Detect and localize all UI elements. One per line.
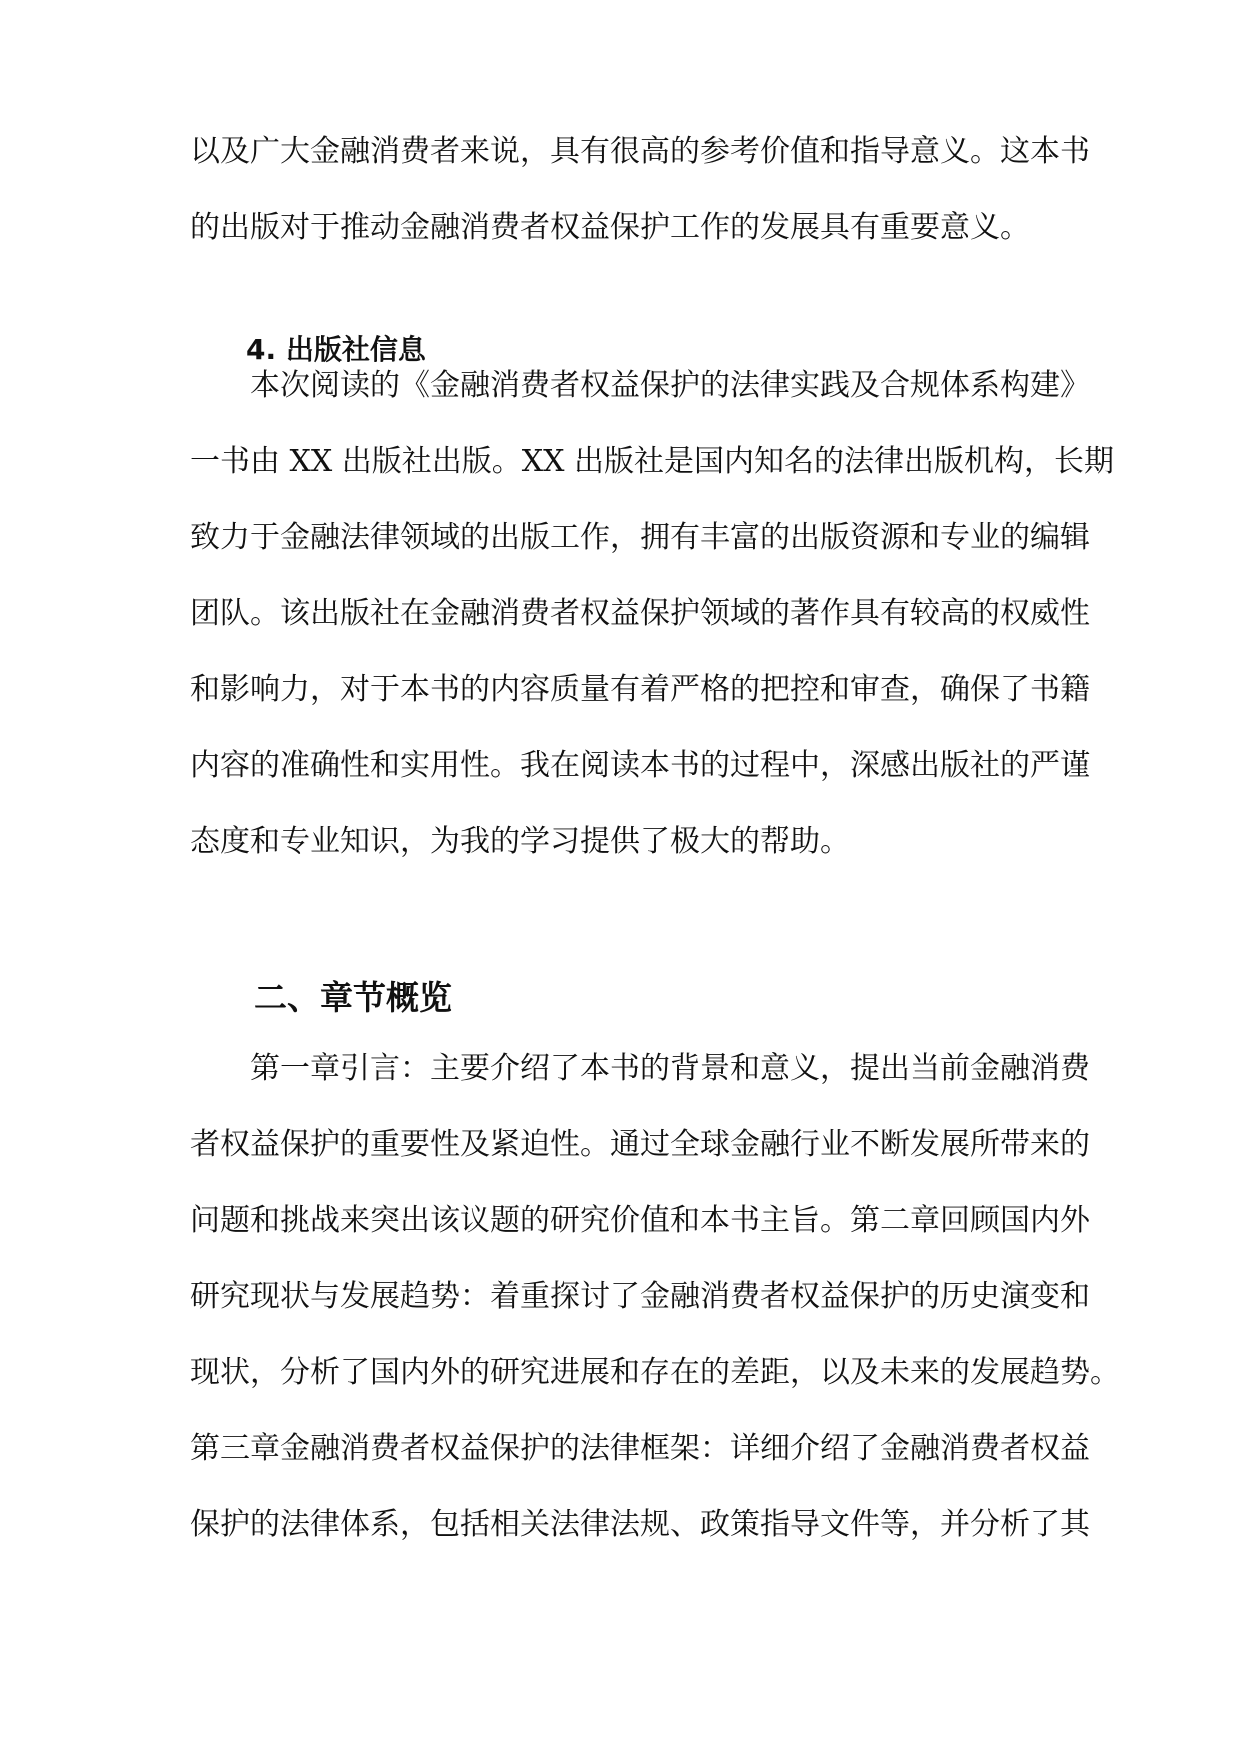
text-line: 团队。该出版社在金融消费者权益保护领域的著作具有较高的权威性 [190, 596, 1090, 631]
text-line: 态度和专业知识，为我的学习提供了极大的帮助。 [190, 824, 850, 859]
text-line: 本次阅读的《金融消费者权益保护的法律实践及合规体系构建》 [190, 368, 1090, 403]
text-line: 问题和挑战来突出该议题的研究价值和本书主旨。第二章回顾国内外 [190, 1203, 1090, 1238]
text-line: 现状，分析了国内外的研究进展和存在的差距，以及未来的发展趋势。 [190, 1355, 1120, 1390]
text-line: 第三章金融消费者权益保护的法律框架：详细介绍了金融消费者权益 [190, 1431, 1090, 1466]
text-line: 保护的法律体系，包括相关法律法规、政策指导文件等，并分析了其 [190, 1507, 1090, 1542]
text-line: 以及广大金融消费者来说，具有很高的参考价值和指导意义。这本书 [190, 134, 1090, 169]
chapter-overview-heading: 二、章节概览 [254, 978, 452, 1017]
text-line: 第一章引言：主要介绍了本书的背景和意义，提出当前金融消费 [190, 1051, 1090, 1086]
publisher-info-heading: 4. 出版社信息 [246, 333, 426, 366]
text-line: 一书由 XX 出版社出版。XX 出版社是国内知名的法律出版机构，长期 [190, 444, 1115, 479]
text-line: 和影响力，对于本书的内容质量有着严格的把控和审查，确保了书籍 [190, 672, 1090, 707]
text-line: 致力于金融法律领域的出版工作，拥有丰富的出版资源和专业的编辑 [190, 520, 1090, 555]
intro-paragraph [190, 114, 1090, 266]
text-line: 者权益保护的重要性及紧迫性。通过全球金融行业不断发展所带来的 [190, 1127, 1090, 1162]
text-line: 内容的准确性和实用性。我在阅读本书的过程中，深感出版社的严谨 [190, 748, 1090, 783]
text-line: 研究现状与发展趋势：着重探讨了金融消费者权益保护的历史演变和 [190, 1279, 1090, 1314]
chapter-overview-paragraph [190, 1031, 1120, 1563]
text-line: 的出版对于推动金融消费者权益保护工作的发展具有重要意义。 [190, 210, 1030, 245]
publisher-info-paragraph [190, 348, 1115, 880]
